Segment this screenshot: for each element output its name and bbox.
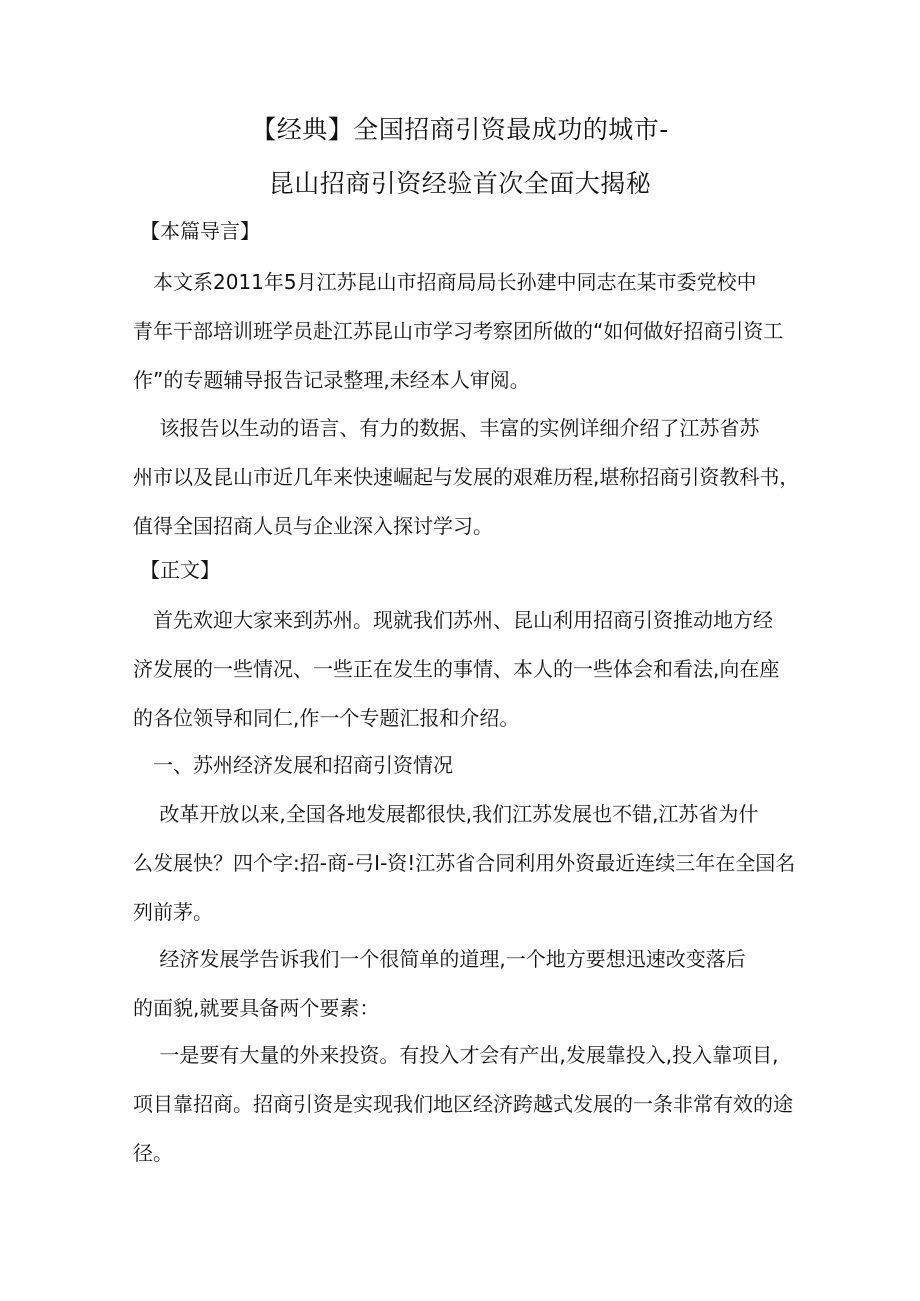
body-paragraph-1	[133, 596, 793, 743]
body-paragraph-2	[133, 790, 796, 937]
intro-paragraph-2	[133, 404, 800, 551]
text-line: 济发展的一些情况、一些正在发生的事情、本人的一些体会和看法,向在座	[133, 657, 780, 681]
document-title-line-2: 昆山招商引资经验首次全面大揭秘	[268, 169, 652, 198]
document-title-line-1: 【经典】全国招商引资最成功的城市-	[251, 115, 669, 144]
text-line: 么发展快？四个字:招-商-弓I-资!江苏省合同利用外资最近连续三年在全国名	[133, 851, 796, 875]
text-line: 该报告以生动的语言、有力的数据、丰富的实例详细介绍了江苏省苏	[133, 416, 760, 440]
text-line: 作”的专题辅导报告记录整理,未经本人审阅。	[133, 368, 530, 392]
text-line: 的各位领导和同仁,作一个专题汇报和介绍。	[133, 706, 520, 730]
body-paragraph-3	[133, 935, 793, 1033]
text-line: 列前茅。	[133, 900, 213, 924]
body-paragraph-4	[133, 1031, 793, 1178]
text-line: 本文系2011年5月江苏昆山市招商局局长孙建中同志在某市委党校中	[133, 270, 757, 294]
intro-paragraph-1	[133, 258, 793, 405]
text-line: 一是要有大量的外来投资。有投入才会有产出,发展靠投入,投入靠项目,	[133, 1043, 779, 1067]
text-line: 经济发展学告诉我们一个很简单的道理,一个地方要想迅速改变落后	[133, 947, 746, 971]
body-section-label: 【正文】	[140, 558, 220, 582]
text-line: 值得全国招商人员与企业深入探讨学习。	[133, 514, 493, 538]
body-heading-1	[133, 741, 793, 790]
text-line: 青年干部培训班学员赴江苏昆山市学习考察团所做的“如何做好招商引资工	[133, 319, 784, 343]
text-line: 的面貌,就要具备两个要素：	[133, 996, 380, 1020]
text-line: 径。	[133, 1141, 173, 1165]
text-line: 项目靠招商。招商引资是实现我们地区经济跨越式发展的一条非常有效的途	[133, 1092, 793, 1116]
intro-section-label: 【本篇导言】	[140, 219, 260, 243]
text-line: 州市以及昆山市近几年来快速崛起与发展的艰难历程,堪称招商引资教科书，	[133, 465, 800, 489]
section-heading: 一、苏州经济发展和招商引资情况	[133, 753, 453, 777]
text-line: 改革开放以来,全国各地发展都很快,我们江苏发展也不错,江苏省为什	[133, 802, 759, 826]
text-line: 首先欢迎大家来到苏州。现就我们苏州、昆山利用招商引资推动地方经	[133, 608, 773, 632]
